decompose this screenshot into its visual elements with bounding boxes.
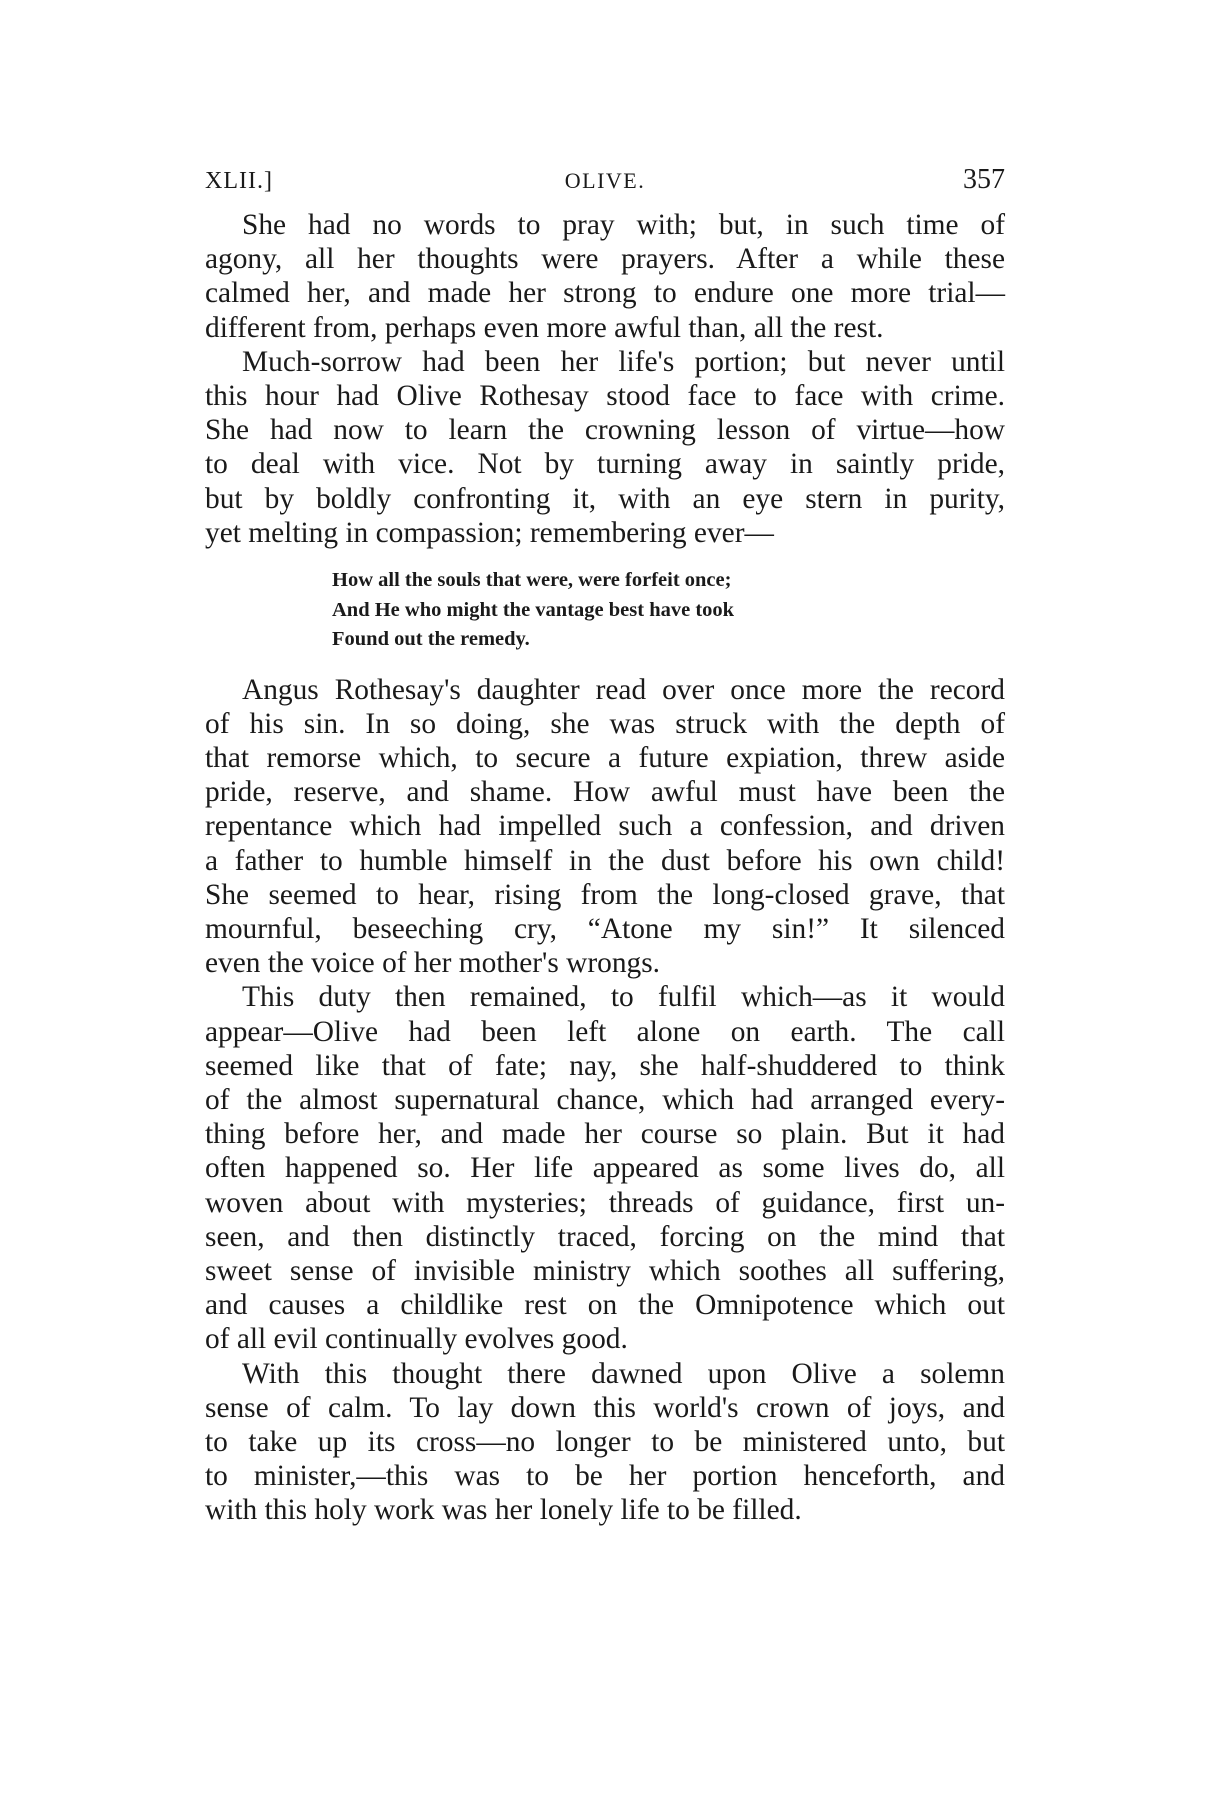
text-line: often happened so. Her life appeared as some lives do, all xyxy=(205,1152,1005,1185)
text-line: woven about with mysteries; threads of guidance, first un- xyxy=(205,1186,1005,1219)
paragraph xyxy=(205,208,1005,345)
book-page xyxy=(205,150,1005,1528)
text-line: different from, perhaps even more awful than, all the rest. xyxy=(205,311,884,344)
text-line: sweet sense of invisible ministry which soothes all suffering, xyxy=(205,1254,1005,1287)
text-line: that remorse which, to secure a future expiation, threw aside xyxy=(205,741,1005,774)
text-line: of the almost supernatural chance, which had arranged every- xyxy=(205,1083,1005,1116)
text-line: sense of calm. To lay down this world's crown of joys, and xyxy=(205,1391,1005,1424)
running-title: OLIVE. xyxy=(564,168,646,193)
text-line: seen, and then distinctly traced, forcing on the mind that xyxy=(205,1220,1005,1253)
text-line: repentance which had impelled such a confession, and driven xyxy=(205,810,1005,843)
text-line: Much-sorrow had been her life's portion; but never until xyxy=(242,345,1005,378)
paragraph xyxy=(205,345,1005,550)
text-line: With this thought there dawned upon Olive a solemn xyxy=(242,1357,1005,1390)
verse-line: Found out the remedy. xyxy=(332,628,530,651)
text-line: with this holy work was her lonely life to be filled. xyxy=(205,1494,802,1527)
paragraph xyxy=(205,980,1005,1356)
text-line: to deal with vice. Not by turning away in saintly pride, xyxy=(205,448,1005,481)
verse-line: And He who might the vantage best have took xyxy=(332,598,735,621)
text-line: of his sin. In so doing, she was struck with the depth of xyxy=(205,707,1005,740)
body-text xyxy=(205,208,1005,1528)
text-line: of all evil continually evolves good. xyxy=(205,1323,628,1356)
paragraph xyxy=(205,673,1005,981)
text-line: calmed her, and made her strong to endure one more trial— xyxy=(205,277,1005,310)
text-line: Angus Rothesay's daughter read over once more the record xyxy=(242,673,1005,706)
verse-quotation xyxy=(332,566,1005,655)
text-line: pride, reserve, and shame. How awful must have been the xyxy=(205,776,1005,809)
text-line: She had no words to pray with; but, in such time of xyxy=(242,209,1005,241)
page-number: 357 xyxy=(963,164,1005,195)
text-line: even the voice of her mother's wrongs. xyxy=(205,947,660,980)
text-line: mournful, beseeching cry, “Atone my sin!” It silenced xyxy=(205,912,1005,945)
text-line: and causes a childlike rest on the Omnipotence which out xyxy=(205,1289,1005,1322)
chapter-number: XLII.] xyxy=(205,168,273,194)
verse-line: How all the souls that were, were forfeit once; xyxy=(332,569,732,592)
text-line: She seemed to hear, rising from the long-closed grave, that xyxy=(205,878,1005,911)
text-line: a father to humble himself in the dust before his own child! xyxy=(205,844,1005,877)
text-line: This duty then remained, to fulfil which—as it would xyxy=(242,981,1005,1014)
text-line: to take up its cross—no longer to be ministered unto, but xyxy=(205,1426,1005,1458)
text-line: appear—Olive had been left alone on earth. The call xyxy=(205,1015,1005,1048)
text-line: to minister,—this was to be her portion henceforth, and xyxy=(205,1460,1005,1493)
text-line: She had now to learn the crowning lesson of virtue—how xyxy=(205,414,1005,447)
paragraph xyxy=(205,1357,1005,1528)
text-line: this hour had Olive Rothesay stood face to face with crime. xyxy=(205,380,1005,413)
text-line: agony, all her thoughts were prayers. After a while these xyxy=(205,243,1005,276)
text-line: yet melting in compassion; remembering ever— xyxy=(205,516,774,549)
text-line: thing before her, and made her course so plain. But it had xyxy=(205,1118,1005,1151)
running-header xyxy=(205,150,1005,200)
text-line: but by boldly confronting it, with an eye stern in purity, xyxy=(205,482,1005,515)
text-line: seemed like that of fate; nay, she half-shuddered to think xyxy=(205,1049,1005,1082)
